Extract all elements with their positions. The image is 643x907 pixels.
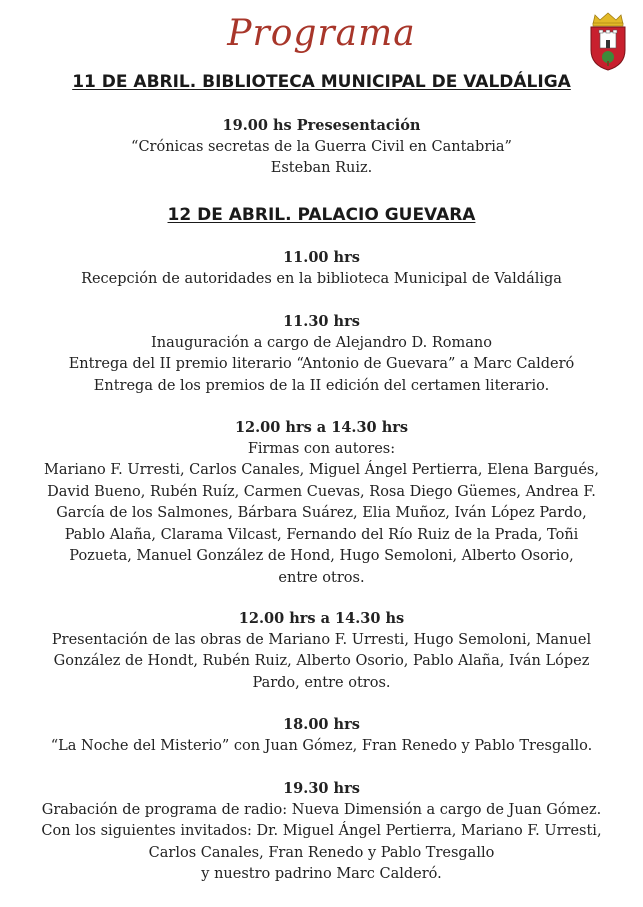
event-line: Entrega del II premio literario “Antonio de Guevara” a Marc Calderó <box>68 356 575 372</box>
event-time: 11.00 hrs <box>283 249 360 266</box>
event-line: Con los siguientes invitados: Dr. Miguel Ángel Pertierra, Mariano F. Urresti, <box>41 823 602 839</box>
event-block <box>10 778 633 886</box>
event-line: “La Noche del Misterio” con Juan Gómez, Fran Renedo y Pablo Tresgallo. <box>50 737 593 754</box>
event-line: y nuestro padrino Marc Calderó. <box>201 866 442 882</box>
event-line: Mariano F. Urresti, Carlos Canales, Miguel Ángel Pertierra, Elena Bargués, <box>43 462 599 478</box>
event-line: “Crónicas secretas de la Guerra Civil en Cantabria” <box>131 138 512 155</box>
event-line: Grabación de programa de radio: Nueva Dimensión a cargo de Juan Gómez. <box>41 801 602 818</box>
day2-heading: 12 DE ABRIL. PALACIO GUEVARA <box>167 205 476 225</box>
event-line: Pablo Alaña, Clarama Vilcast, Fernando del Río Ruiz de la Prada, Toñi <box>64 526 579 543</box>
event-line: García de los Salmones, Bárbara Suárez, Elia Muñoz, Iván López Pardo, <box>56 505 587 521</box>
event-block <box>10 714 633 757</box>
event-line: entre otros. <box>278 569 365 586</box>
event-line: Recepción de autoridades en la biblioteca Municipal de Valdáliga <box>81 270 562 287</box>
event-line: Entrega de los premios de la II edición del certamen literario. <box>93 377 550 394</box>
event-time: 12.00 hrs a 14.30 hrs <box>234 419 409 436</box>
page-title: Programa <box>227 13 416 54</box>
event-block <box>10 115 633 180</box>
event-block <box>10 247 633 290</box>
event-time: 19.00 hs Presesentación <box>222 117 421 134</box>
event-time: 12.00 hrs a 14.30 hs <box>238 610 405 627</box>
event-block <box>10 417 633 589</box>
event-line: Pardo, entre otros. <box>252 674 391 691</box>
event-time: 11.30 hrs <box>283 313 360 330</box>
coat-of-arms-icon <box>585 10 631 72</box>
event-time: 18.00 hrs <box>283 716 360 733</box>
day1-heading: 11 DE ABRIL. BIBLIOTECA MUNICIPAL DE VALDÁLIGA <box>72 72 571 92</box>
event-time: 19.30 hrs <box>283 780 360 797</box>
event-line: Esteban Ruiz. <box>270 160 373 176</box>
event-line: David Bueno, Rubén Ruíz, Carmen Cuevas, Rosa Diego Güemes, Andrea F. <box>47 483 596 500</box>
event-line: Firmas con autores: <box>247 440 396 457</box>
event-line: Inauguración a cargo de Alejandro D. Romano <box>151 334 492 351</box>
event-block <box>10 608 633 694</box>
event-block <box>10 311 633 397</box>
event-line: Presentación de las obras de Mariano F. Urresti, Hugo Semoloni, Manuel <box>51 631 592 648</box>
event-line: Carlos Canales, Fran Renedo y Pablo Tresgallo <box>148 844 495 861</box>
event-line: Pozueta, Manuel González de Hond, Hugo Semoloni, Alberto Osorio, <box>69 548 574 564</box>
crown-icon <box>593 13 623 26</box>
event-line: González de Hondt, Rubén Ruiz, Alberto Osorio, Pablo Alaña, Iván López <box>53 653 590 669</box>
